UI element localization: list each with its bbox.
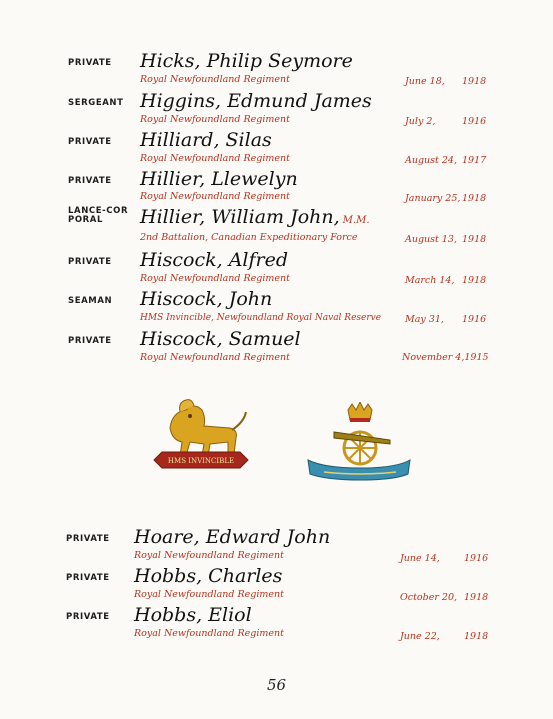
soldier-name: Hilliard, Silas — [140, 129, 272, 151]
lion-badge-icon — [150, 398, 250, 478]
death-date: June 22, — [400, 631, 440, 642]
death-year: 1916 — [464, 553, 489, 564]
royal-artillery-badge-icon — [304, 402, 414, 482]
rank-label: PRIVATE — [68, 336, 112, 346]
rank-label: LANCE-CORPORAL — [68, 206, 129, 225]
death-year: 1918 — [462, 275, 487, 286]
death-year: 1918 — [464, 592, 489, 603]
rank-label: PRIVATE — [68, 176, 112, 186]
roll-entry — [0, 206, 553, 246]
death-date: March 14, — [405, 275, 455, 286]
roll-entry — [0, 168, 553, 208]
death-year: 1918 — [462, 193, 487, 204]
soldier-name-line — [140, 206, 370, 232]
soldier-name: Hobbs, Charles — [134, 565, 283, 587]
death-year: 1916 — [462, 314, 487, 325]
roll-entry — [0, 328, 553, 368]
unit-text: Royal Newfoundland Regiment — [140, 352, 290, 363]
unit-text: Royal Newfoundland Regiment — [134, 589, 284, 600]
death-date: August 24, — [405, 155, 457, 166]
death-date: January 25, — [405, 193, 461, 204]
ribbon-text: HMS INVINCIBLE — [167, 457, 235, 465]
unit-text: Royal Newfoundland Regiment — [134, 550, 284, 561]
unit-text: Royal Newfoundland Regiment — [140, 74, 290, 85]
roll-entry — [0, 249, 553, 289]
death-year: 1918 — [464, 631, 489, 642]
unit-text: Royal Newfoundland Regiment — [140, 273, 290, 284]
death-date: May 31, — [405, 314, 444, 325]
death-year: 1917 — [462, 155, 487, 166]
roll-entry — [0, 288, 553, 328]
soldier-name: Higgins, Edmund James — [140, 90, 372, 112]
page-number: 56 — [266, 676, 287, 694]
death-date: July 2, — [405, 116, 436, 127]
soldier-name: Hoare, Edward John — [134, 526, 331, 548]
soldier-name: Hiscock, Samuel — [140, 328, 301, 350]
rank-label: PRIVATE — [68, 137, 112, 147]
soldier-name: Hicks, Philip Seymore — [140, 50, 353, 72]
death-year: 1918 — [462, 76, 487, 87]
roll-entry — [0, 90, 553, 130]
death-date: August 13, — [405, 234, 457, 245]
rank-label: SERGEANT — [68, 98, 124, 108]
unit-text: Royal Newfoundland Regiment — [140, 114, 290, 125]
rank-label: SEAMAN — [68, 296, 113, 306]
death-date: June 18, — [405, 76, 445, 87]
death-date: June 14, — [400, 553, 440, 564]
unit-text: 2nd Battalion, Canadian Expeditionary Force — [140, 232, 358, 243]
death-date: October 20, — [400, 592, 458, 603]
unit-text: HMS Invincible, Newfoundland Royal Naval Reserve — [140, 313, 382, 323]
roll-entry — [0, 50, 553, 90]
unit-text: Royal Newfoundland Regiment — [140, 191, 290, 202]
death-year: 1916 — [462, 116, 487, 127]
rank-label: PRIVATE — [66, 534, 110, 544]
soldier-name: Hillier, William John, — [140, 206, 340, 228]
death-date: November 4,1915 — [402, 352, 489, 363]
roll-entry — [0, 565, 553, 605]
roll-entry — [0, 526, 553, 566]
roll-entry — [0, 129, 553, 169]
rank-label: PRIVATE — [66, 612, 110, 622]
soldier-name: Hiscock, Alfred — [140, 249, 289, 271]
rank-label: PRIVATE — [66, 573, 110, 583]
roll-entry — [0, 604, 553, 644]
rank-label: PRIVATE — [68, 58, 112, 68]
rank-label: PRIVATE — [68, 257, 112, 267]
soldier-name: Hillier, Llewelyn — [140, 168, 298, 190]
unit-text: Royal Newfoundland Regiment — [140, 153, 290, 164]
unit-text: Royal Newfoundland Regiment — [134, 628, 284, 639]
soldier-name: Hiscock, John — [140, 288, 273, 310]
soldier-name: Hobbs, Eliol — [134, 604, 252, 626]
death-year: 1918 — [462, 234, 487, 245]
honour-text: M.M. — [342, 215, 370, 226]
